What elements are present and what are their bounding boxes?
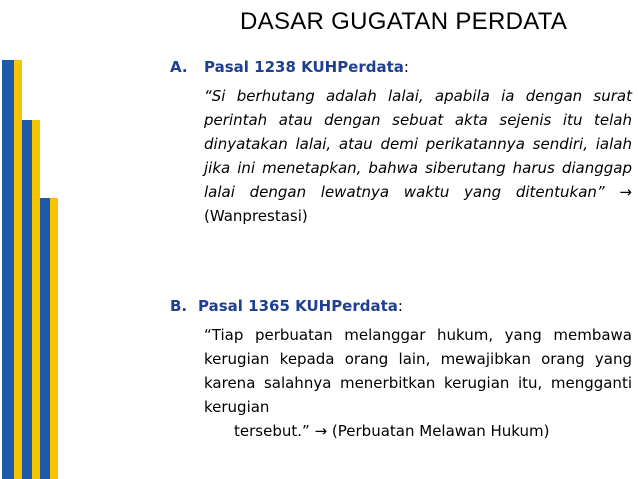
section-a-tail: (Wanprestasi) (204, 207, 308, 225)
decorative-bar-blue-2 (22, 120, 32, 479)
decorative-bar-blue-3 (40, 198, 50, 479)
decorative-bar-yellow-1 (14, 60, 22, 479)
arrow-icon: → (314, 422, 328, 440)
section-a-heading (170, 56, 632, 78)
decorative-bar-blue-1 (2, 60, 14, 479)
section-b-reference: Pasal 1365 KUHPerdata (198, 297, 398, 315)
section-b-tail (204, 419, 632, 443)
slide-title: DASAR GUGATAN PERDATA (240, 8, 568, 35)
section-b-heading (170, 295, 632, 317)
section-a-colon: : (403, 58, 409, 76)
section-b-quote-text: “Tiap perbuatan melanggar hukum, yang membawa kerugian kepada orang lain, mewajibkan orang yang karena salahnya menerbitkan kerugian itu, mengganti kerugian (204, 326, 632, 416)
section-b-tail-label: (Perbuatan Melawan Hukum) (331, 422, 550, 440)
decorative-bar-yellow-2 (32, 120, 40, 479)
section-b-colon: : (397, 297, 403, 315)
section-a-quote (204, 84, 632, 228)
section-b-letter: B. (170, 297, 188, 315)
section-a-reference: Pasal 1238 KUHPerdata (204, 58, 404, 76)
section-a-letter: A. (170, 58, 188, 76)
section-b (170, 295, 632, 443)
section-a-quote-text: “Si berhutang adalah lalai, apabila ia dengan surat perintah atau dengan sebuat akta sejenis itu telah dinyatakan lalai, atau demi perikatannya sendiri, ialah jika ini menetapkan, bahwa siberutang harus dianggap lalai dengan lewatnya waktu yang ditentukan” (204, 87, 632, 201)
section-a (170, 56, 632, 228)
arrow-icon: → (619, 183, 632, 201)
decorative-bar-yellow-3 (50, 198, 58, 479)
section-b-tail-text: tersebut.” (234, 422, 310, 440)
section-b-quote (204, 323, 632, 443)
